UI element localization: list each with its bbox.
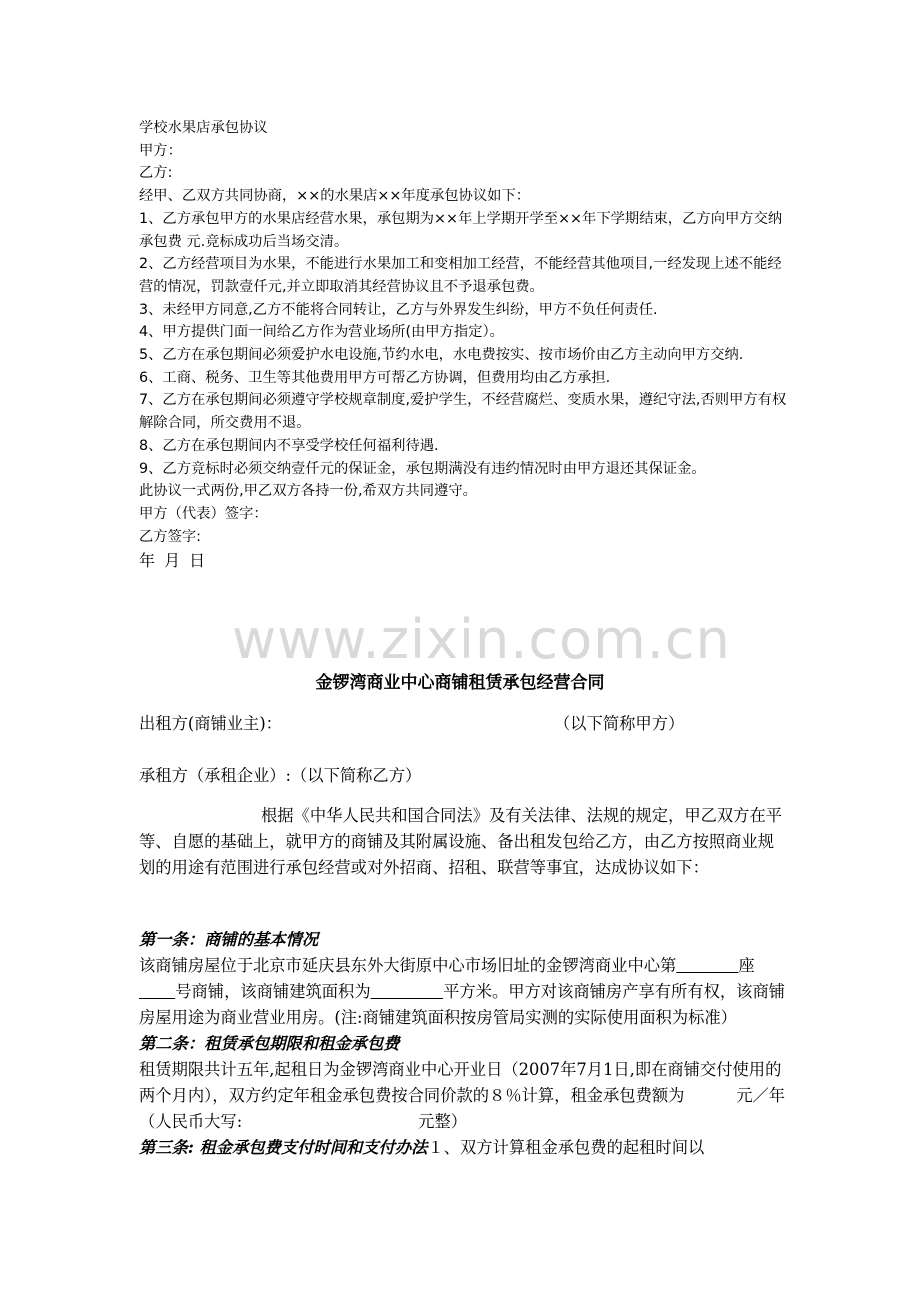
clause-1: 1、乙方承包甲方的水果店经营水果，承包期为××年上学期开学至××年下学期结束，乙方向甲方交纳承包费 元.竞标成功后当场交清。 (139, 210, 783, 250)
intro-text: 根据《中华人民共和国合同法》及有关法律、法规的规定，甲乙双方在平等、自愿的基础上，就甲方的商铺及其附属设施、备出租发包给乙方，由乙方按照商业规划的用途有范围进行承包经营或对外招商、招租、联营等事宜，达成协议如下： (139, 806, 783, 877)
lessee-label: 承租方（承租企业）:（以下简称乙方） (139, 766, 422, 785)
agreement-title: 学校水果店承包协议 (139, 120, 268, 136)
clause-9: 9、乙方竞标时必须交纳壹仟元的保证金，承包期满没有违约情况时由甲方退还其保证金。 (139, 460, 706, 477)
article-2-text-c: 元整） (418, 1112, 468, 1131)
clause-4: 4、甲方提供门面一间给乙方作为营业场所(由甲方指定）。 (139, 324, 504, 341)
article-1-text-a: 该商铺房屋位于北京市延庆县东外大街原中心市场旧址的金锣湾商业中心第 (139, 956, 677, 975)
article-3-text: １、双方计算租金承包费的起租时间以 (427, 1138, 705, 1157)
article-2-text-a: 租赁期限共计五年,起租日为金锣湾商业中心开业日（2007年7月1日,即在商铺交付使用的两个月内），双方约定年租金承包费按合同价款的８％计算，租金承包费额为 (139, 1060, 782, 1105)
article-1-heading: 第一条：商铺的基本情况 (139, 930, 319, 949)
intro-paragraph (139, 803, 787, 881)
preface-line: 经甲、乙双方共同协商，××的水果店××年度承包协议如下： (139, 188, 531, 205)
signature-b: 乙方签字: (139, 528, 202, 545)
clause-8: 8、乙方在承包期间内不享受学校任何福利待遇. (139, 437, 439, 454)
article-1-text-b: 座 (738, 956, 755, 975)
clause-5: 5、乙方在承包期间必须爱护水电设施,节约水电，水电费按实、按市场价由乙方主动向甲方交纳. (139, 347, 744, 364)
contract-title: 金锣湾商业中心商铺租赁承包经营合同 (315, 673, 605, 693)
article-2-heading: 第二条：租赁承包期限和租金承包费 (139, 1034, 400, 1053)
clause-6: 6、工商、税务、卫生等其他费用甲方可帮乙方协调，但费用均由乙方承担. (139, 369, 611, 386)
clause-2: 2、乙方经营项目为水果，不能进行水果加工和变相加工经营，不能经营其他项目,一经发现上述不能经营的情况，罚款壹仟元,并立即取消其经营协议且不予退承包费。 (139, 256, 782, 295)
shop-number-blank (139, 982, 175, 1001)
watermark: www.zixin.com.cn (232, 608, 731, 671)
signature-a: 甲方（代表）签字： (139, 505, 268, 522)
clause-7: 7、乙方在承包期间必须遵守学校规章制度,爱护学生，不经营腐烂、变质水果，遵纪守法,否则甲方有权解除合同，所交费用不退。 (139, 392, 787, 432)
closing-line: 此协议一式两份,甲乙双方各持一份,希双方共同遵守。 (139, 483, 477, 500)
rent-amount-blank (684, 1086, 736, 1105)
fruit-shop-agreement (139, 117, 787, 574)
lessee-line (139, 763, 787, 789)
lessor-label: 出租方(商铺业主)： (139, 714, 282, 733)
clause-3: 3、未经甲方同意,乙方不能将合同转让，乙方与外界发生纠纷，甲方不负任何责任. (139, 301, 658, 318)
article-1-body (139, 953, 787, 1031)
building-number-blank (676, 956, 738, 975)
article-1-text-d: 平方米。甲方对该商铺房产享有所有权，该商铺房屋用途为商业营业用房。(注:商铺建筑面积按房管局实测的实际使用面积为标准） (139, 982, 786, 1027)
date-line: 年 月 日 (139, 551, 208, 571)
article-2-body (139, 1057, 787, 1135)
lessor-abbrev: （以下简称甲方） (554, 714, 685, 733)
lessor-line (139, 711, 787, 737)
party-b-line: 乙方: (139, 165, 173, 182)
party-a-line: 甲方： (139, 142, 182, 159)
article-2-text-b: 元／年（人民币大写: (139, 1086, 786, 1131)
area-blank (371, 982, 443, 1001)
article-3-line (139, 1135, 787, 1161)
contract-articles (139, 927, 787, 1161)
article-3-heading: 第三条: 租金承包费支付时间和支付办法 (139, 1138, 428, 1157)
rent-words-blank (242, 1112, 418, 1131)
article-1-text-c: 号商铺，该商铺建筑面积为 (175, 982, 371, 1001)
